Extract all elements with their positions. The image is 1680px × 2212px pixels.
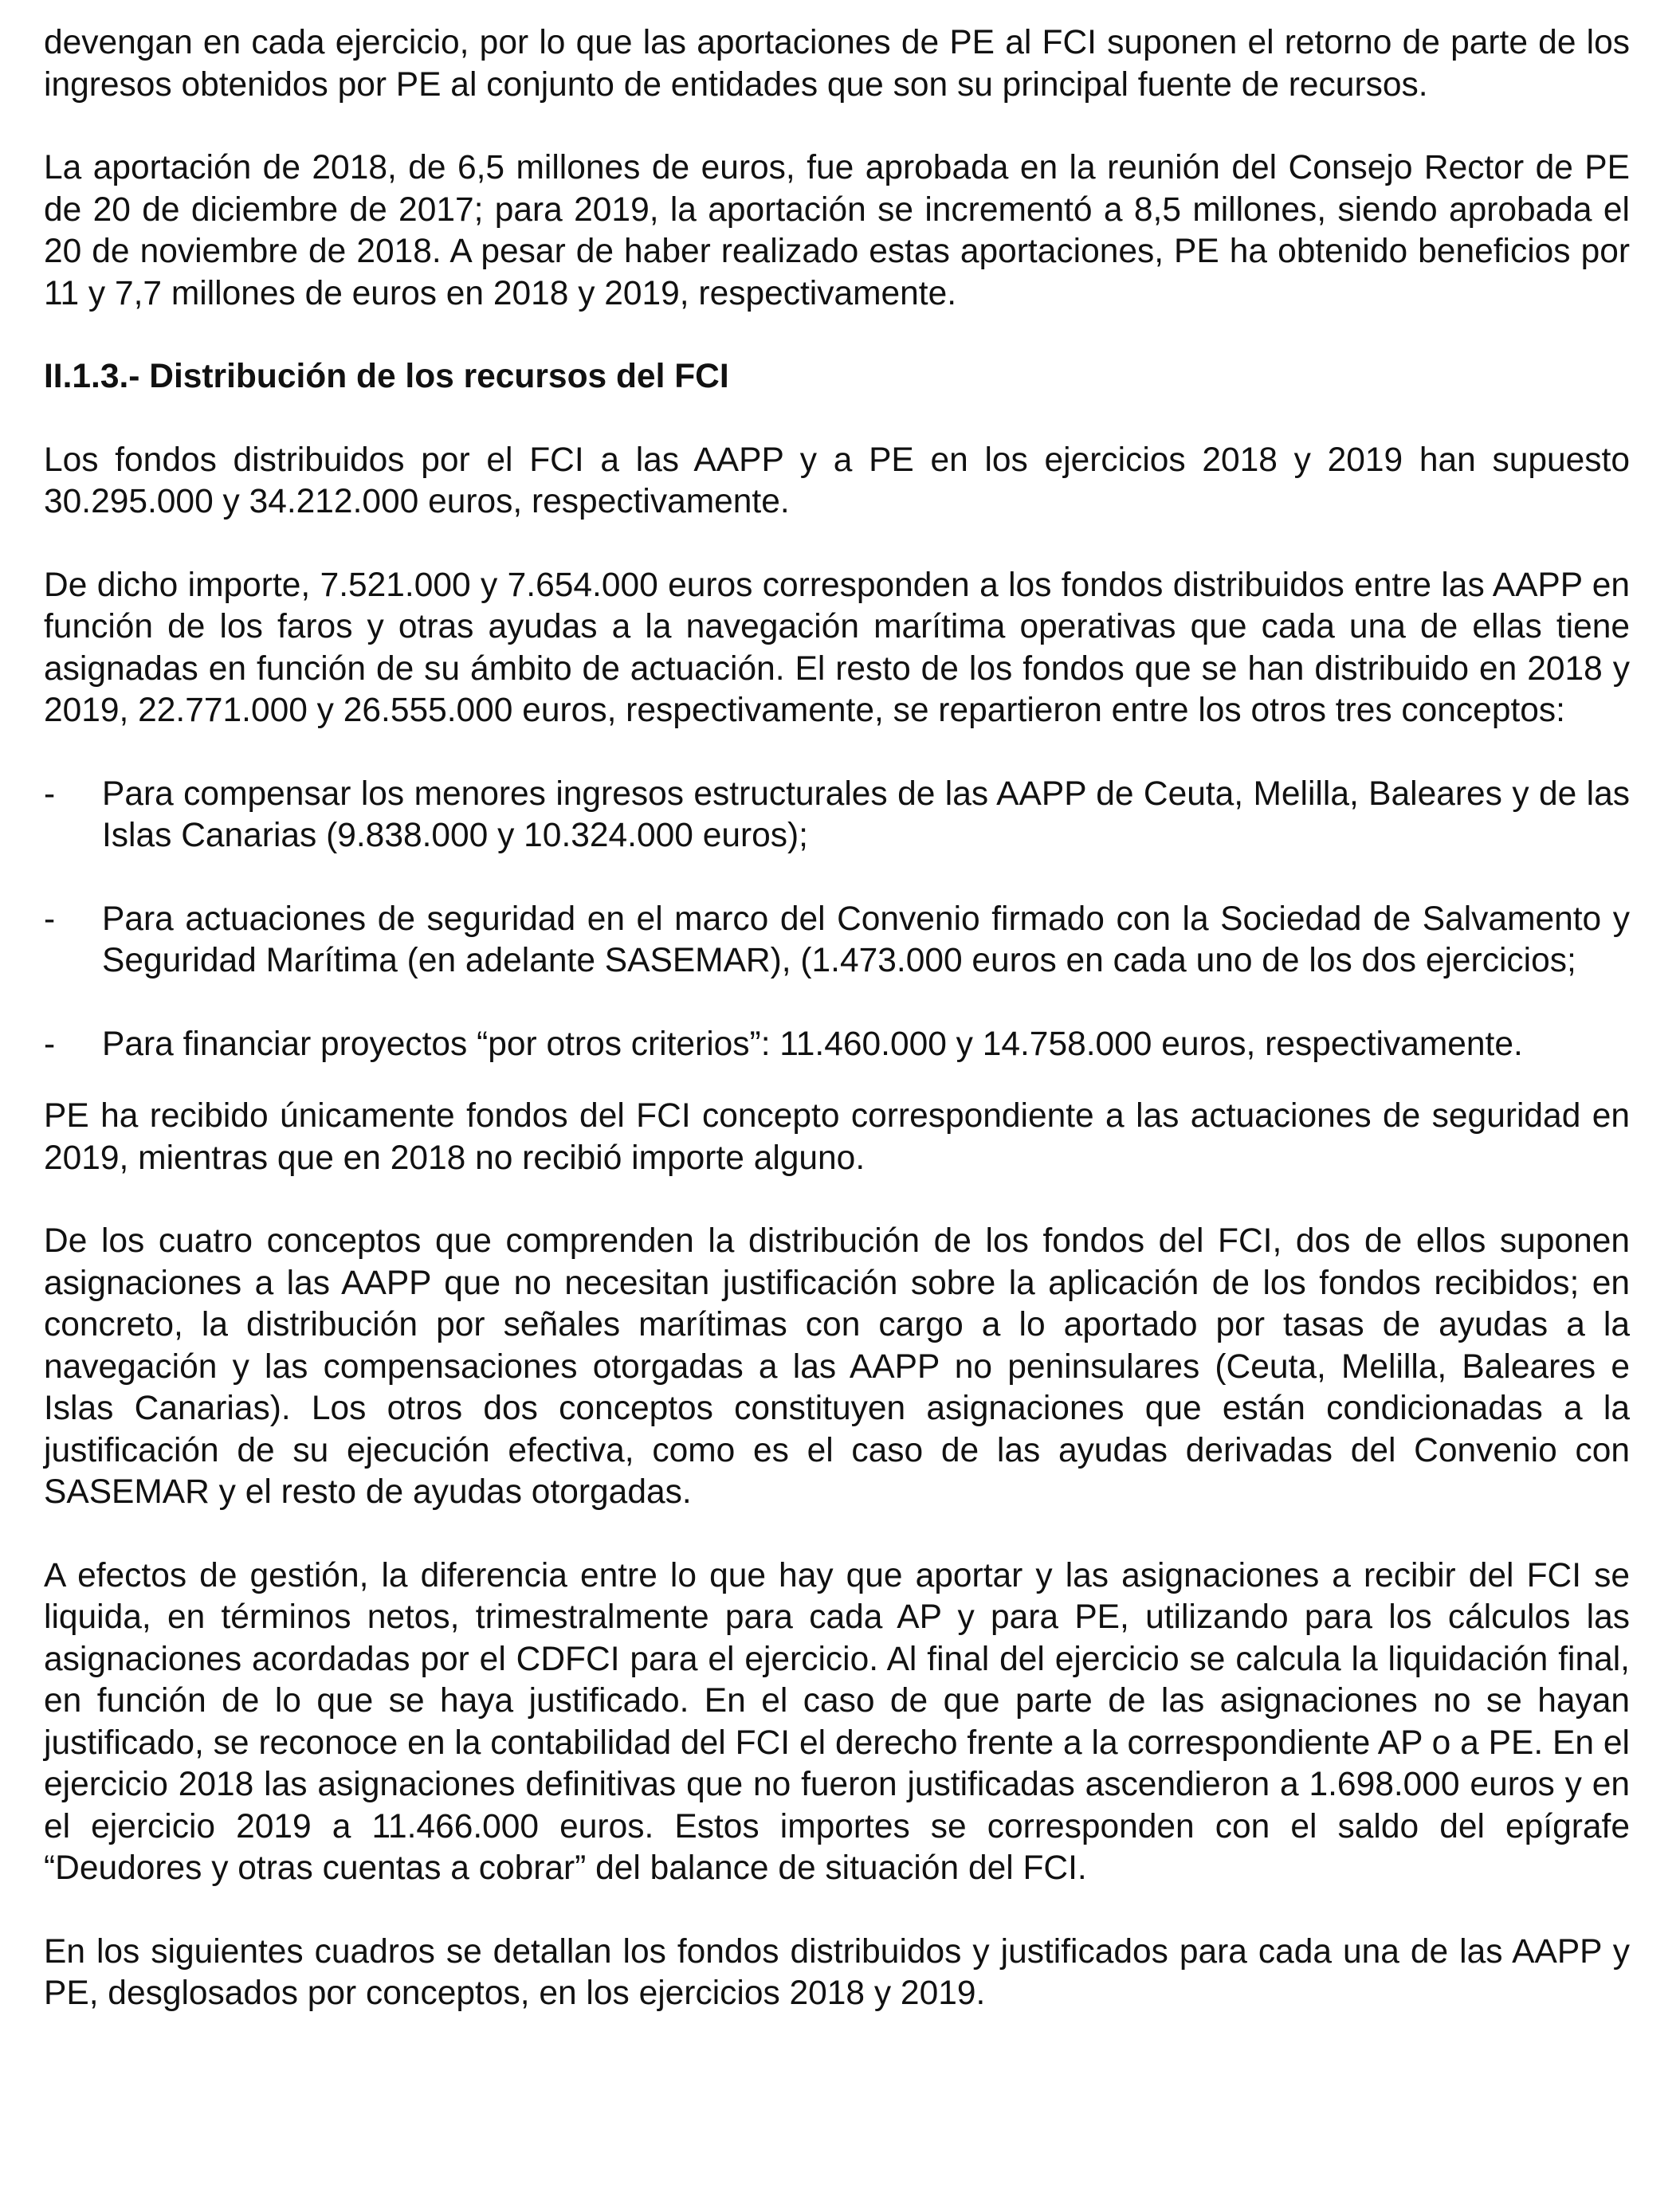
paragraph-4: De dicho importe, 7.521.000 y 7.654.000 euros corresponden a los fondos distribuidos entre las AAPP en función de los faros y otras ayudas a la navegación marítima operativas que cada una de ellas tiene asignadas en función de su ámbito de actuación. El resto de los fondos que se han distribuido en 2018 y 2019, 22.771.000 y 26.555.000 euros, respectivamente, se repartieron entre los otros tres conceptos: [44,566,1630,729]
bullet-text: Para actuaciones de seguridad en el marco del Convenio firmado con la Sociedad de Salvamento y Seguridad Marítima (en adelante SASEMAR), (1.473.000 euros en cada uno de los dos ejercicios; [102,900,1630,979]
bullet-dash: - [44,775,56,813]
paragraph-1: devengan en cada ejercicio, por lo que las aportaciones de PE al FCI suponen el retorno de parte de los ingresos obtenidos por PE al conjunto de entidades que son su principal fuente de recursos. [44,24,1630,104]
bullet-dash: - [44,1025,56,1063]
document-page [44,22,1630,2015]
section-heading: II.1.3.- Distribución de los recursos del FCI [44,358,729,395]
bullet-item-1 [44,774,1630,857]
paragraph-8: En los siguientes cuadros se detallan los fondos distribuidos y justificados para cada una de las AAPP y PE, desglosados por conceptos, en los ejercicios 2018 y 2019. [44,1932,1630,2012]
bullet-text: Para financiar proyectos “por otros criterios”: 11.460.000 y 14.758.000 euros, respectivamente. [102,1025,1523,1063]
bullet-item-2 [44,899,1630,982]
bullet-text: Para compensar los menores ingresos estructurales de las AAPP de Ceuta, Melilla, Baleares y de las Islas Canarias (9.838.000 y 10.324.000 euros); [102,775,1630,854]
bullet-dash: - [44,900,56,938]
paragraph-5: PE ha recibido únicamente fondos del FCI concepto correspondiente a las actuaciones de seguridad en 2019, mientras que en 2018 no recibió importe alguno. [44,1097,1630,1177]
paragraph-6: De los cuatro conceptos que comprenden la distribución de los fondos del FCI, dos de ellos suponen asignaciones a las AAPP que no necesitan justificación sobre la aplicación de los fondos recibidos; en concreto, la distribución por señales marítimas con cargo a lo aportado por tasas de ayudas a la navegación y las compensaciones otorgadas a las AAPP no peninsulares (Ceuta, Melilla, Baleares e Islas Canarias). Los otros dos conceptos constituyen asignaciones que están condicionadas a la justificación de su ejecución efectiva, como es el caso de las ayudas derivadas del Convenio con SASEMAR y el resto de ayudas otorgadas. [44,1222,1630,1511]
paragraph-7: A efectos de gestión, la diferencia entre lo que hay que aportar y las asignaciones a recibir del FCI se liquida, en términos netos, trimestralmente para cada AP y para PE, utilizando para los cálculos las asignaciones acordadas por el CDFCI para el ejercicio. Al final del ejercicio se calcula la liquidación final, en función de lo que se haya justificado. En el caso de que parte de las asignaciones no se hayan justificado, se reconoce en la contabilidad del FCI el derecho frente a la correspondiente AP o a PE. En el ejercicio 2018 las asignaciones definitivas que no fueron justificadas ascendieron a 1.698.000 euros y en el ejercicio 2019 a 11.466.000 euros. Estos importes se corresponden con el saldo del epígrafe “Deudores y otras cuentas a cobrar” del balance de situación del FCI. [44,1556,1630,1887]
bullet-item-3 [44,1024,1630,1066]
paragraph-3: Los fondos distribuidos por el FCI a las AAPP y a PE en los ejercicios 2018 y 2019 han supuesto 30.295.000 y 34.212.000 euros, respectivamente. [44,441,1630,520]
paragraph-2: La aportación de 2018, de 6,5 millones de euros, fue aprobada en la reunión del Consejo Rector de PE de 20 de diciembre de 2017; para 2019, la aportación se incrementó a 8,5 millones, siendo aprobada el 20 de noviembre de 2018. A pesar de haber realizado estas aportaciones, PE ha obtenido beneficios por 11 y 7,7 millones de euros en 2018 y 2019, respectivamente. [44,149,1630,312]
